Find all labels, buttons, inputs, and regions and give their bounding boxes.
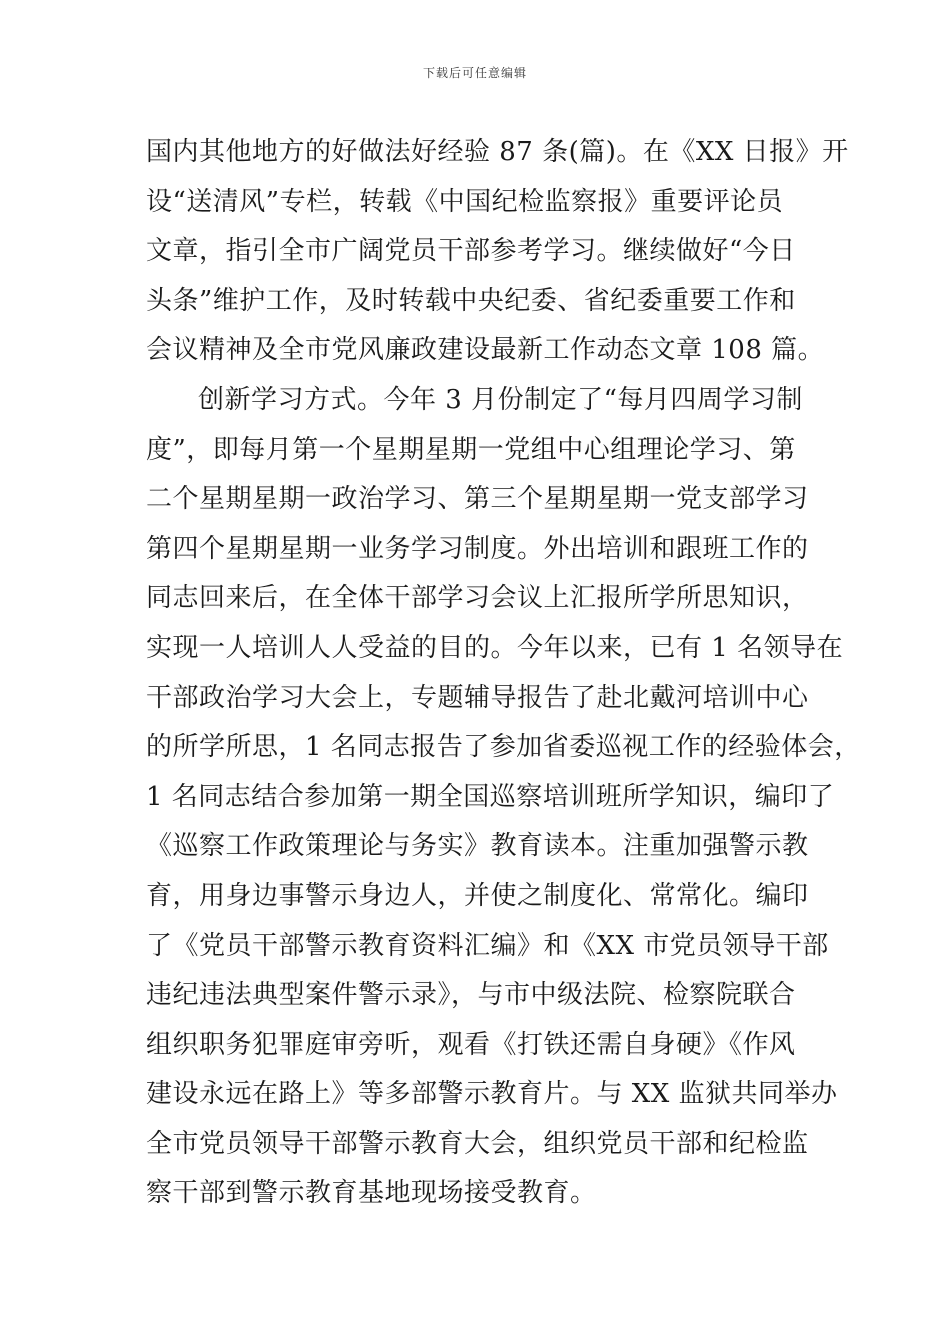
document-body [146,128,861,1219]
text-line: 《巡察工作政策理论与务实》教育读本。注重加强警示教 [146,831,809,862]
text-line: 组织职务犯罪庭审旁听，观看《打铁还需自身硬》《作风 [146,1029,796,1060]
text-line: 实现一人培训人人受益的目的。今年以来，已有 1 名领导在 [146,632,844,663]
text-line: 国内其他地方的好做法好经验 87 条(篇)。在《XX 日报》开 [146,137,849,167]
text-line: 的所学所思，1 名同志报告了参加省委巡视工作的经验体会， [146,732,861,763]
text-line: 设“送清风”专栏，转载《中国纪检监察报》重要评论员 [146,186,784,217]
text-line: 头条”维护工作，及时转载中央纪委、省纪委重要工作和 [146,285,796,316]
text-line: 会议精神及全市党风廉政建设最新工作动态文章 108 篇。 [146,335,825,366]
text-line: 建设永远在路上》等多部警示教育片。与 XX 监狱共同举办 [146,1079,838,1110]
text-line: 二个星期星期一政治学习、第三个星期星期一党支部学习 [146,484,809,515]
page-header: 下载后可任意编辑 [422,66,527,80]
text-line: 1 名同志结合参加第一期全国巡察培训班所学知识，编印了 [146,781,835,812]
text-line: 同志回来后，在全体干部学习会议上汇报所学所思知识， [146,583,809,614]
text-line: 干部政治学习大会上，专题辅导报告了赴北戴河培训中心 [146,682,809,713]
text-line: 文章，指引全市广阔党员干部参考学习。继续做好“今日 [146,236,796,267]
text-line: 违纪违法典型案件警示录》，与市中级法院、检察院联合 [146,980,796,1011]
text-line: 全市党员领导干部警示教育大会，组织党员干部和纪检监 [146,1128,809,1159]
paragraph-1 [146,128,849,376]
text-line: 察干部到警示教育基地现场接受教育。 [146,1178,597,1209]
text-line: 育，用身边事警示身边人，并使之制度化、常常化。编印 [146,880,809,911]
text-line-first: 创新学习方式。今年 3 月份制定了“每月四周学习制 [198,384,803,415]
text-line: 度”，即每月第一个星期星期一党组中心组理论学习、第 [146,434,796,465]
text-line: 了《党员干部警示教育资料汇编》和《XX 市党员领导干部 [146,930,829,961]
text-line: 第四个星期星期一业务学习制度。外出培训和跟班工作的 [146,533,809,564]
paragraph-2 [146,376,861,1219]
